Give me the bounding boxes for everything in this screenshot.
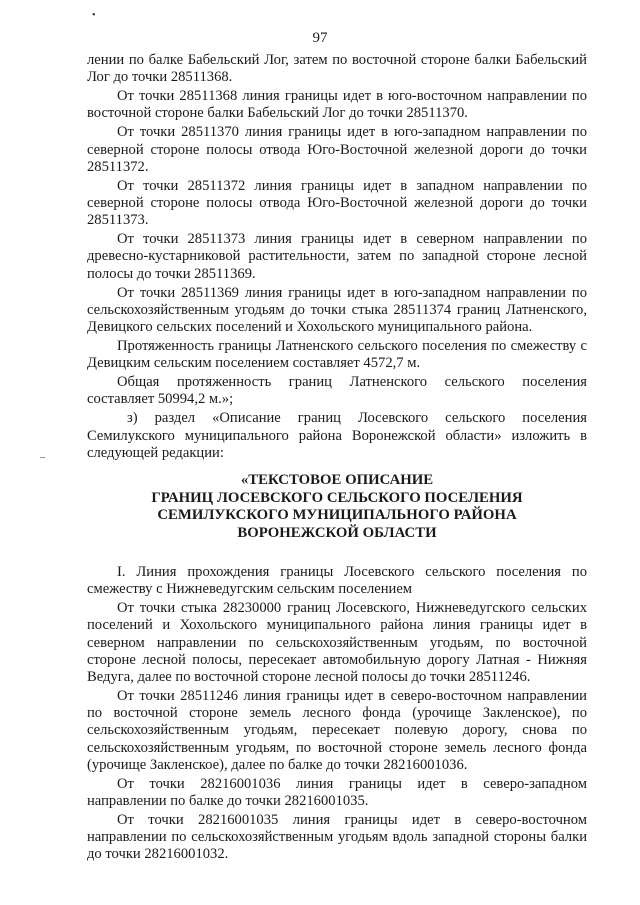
paragraph: От точки 28511368 линия границы идет в юго-восточном направлении по восточной стороне балки Бабельский Лог до точки 28511370. (87, 88, 587, 122)
paragraph: От точки 28216001035 линия границы идет в северо-восточном направлении по сельскохозяйственным угодьям вдоль западной стороны балки до точки 28216001032. (87, 812, 587, 863)
heading-line: ВОРОНЕЖСКОЙ ОБЛАСТИ (237, 524, 437, 541)
heading-line: «ТЕКСТОВОЕ ОПИСАНИЕ (240, 472, 434, 489)
paragraph: От точки 28511372 линия границы идет в западном направлении по северной стороне полосы отвода Юго-Восточной железной дороги до точки 28511373. (87, 177, 587, 229)
heading-line: СЕМИЛУКСКОГО МУНИЦИПАЛЬНОГО РАЙОНА (157, 507, 517, 524)
scan-speck: – (40, 452, 45, 463)
paragraph: От точки 28511370 линия границы идет в юго-западном направлении по северной стороне полосы отвода Юго-Восточной железной дороги до точки 28511372. (87, 124, 587, 175)
paragraph: I. Линия прохождения границы Лосевского сельского поселения по смежеству с Нижневедугским сельским поселением (87, 564, 587, 598)
heading-line: ГРАНИЦ ЛОСЕВСКОГО СЕЛЬСКОГО ПОСЕЛЕНИЯ (151, 489, 523, 506)
paragraph: Протяженность границы Латненского сельского поселения по смежеству с Девицким сельским поселением составляет 4572,7 м. (87, 338, 587, 372)
paragraph: лении по балке Бабельский Лог, затем по восточной стороне балки Бабельский Лог до точки 28511368. (87, 52, 587, 86)
paragraph: Общая протяженность границ Латненского сельского поселения составляет 50994,2 м.»; (87, 374, 587, 408)
section-heading (87, 472, 587, 542)
paragraph: От точки 28511246 линия границы идет в северо-восточном направлении по восточной стороне земель лесного фонда (урочище Закленское), по сельскохозяйственным угодьям, пересекает полевую дорогу, снова по сельскохозяйственным угодьям, по восточной стороне земель лесного фонда (урочище Закленское), далее по балке до точки 28216001036. (87, 688, 587, 773)
document-body (87, 52, 587, 865)
paragraph: з) раздел «Описание границ Лосевского сельского поселения Семилукского муниципального района Воронежской области» изложить в следующей редакции: (87, 410, 587, 461)
page-number: 97 (312, 30, 328, 46)
paragraph: От точки 28511369 линия границы идет в юго-западном направлении по сельскохозяйственным угодьям до точки стыка 28511374 границ Латненского, Девицкого сельских поселений и Хохольского муниципального района. (87, 284, 587, 336)
paragraph: От точки стыка 28230000 границ Лосевского, Нижневедугского сельских поселений и Хохольского муниципального района линия границы идет в северном направлении по сельскохозяйственным угодьям, по восточной стороне лесной полосы, пересекает автомобильную дорогу Латная - Нижняя Ведуга, далее по восточной стороне лесной полосы до точки 28511246. (87, 600, 587, 686)
paragraph: От точки 28216001036 линия границы идет в северо-западном направлении по балке до точки 28216001035. (87, 775, 587, 810)
paragraph: От точки 28511373 линия границы идет в северном направлении по древесно-кустарниковой растительности, затем по западной стороне лесной полосы до точки 28511369. (87, 231, 587, 282)
scan-speck: • (92, 10, 96, 21)
